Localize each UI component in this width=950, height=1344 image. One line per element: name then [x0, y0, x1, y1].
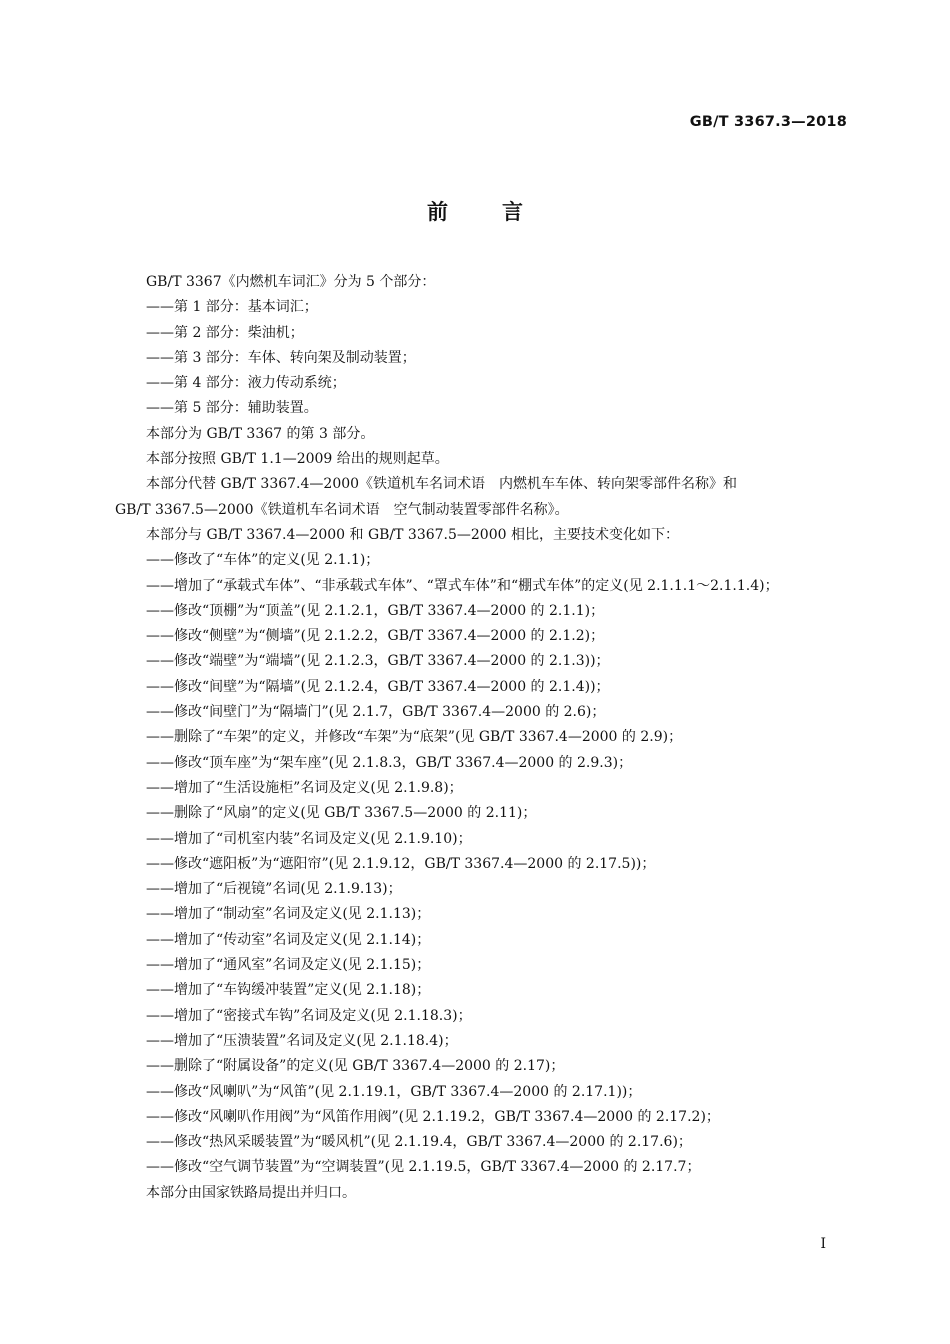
text-line: ——第 1 部分：基本词汇；: [146, 299, 318, 316]
text-line: ——修改“间壁”为“隔墙”(见 2.1.2.4，GB/T 3367.4—2000 的 2.1.4))；: [146, 678, 610, 695]
text-line: 本部分代替 GB/T 3367.4—2000《铁道机车名词术语 内燃机车车体、转向架零部件名称》和: [146, 476, 738, 493]
text-line: ——修改“风喇叭作用阀”为“风笛作用阀”(见 2.1.19.2，GB/T 3367.4—2000 的 2.17.2)；: [146, 1108, 720, 1125]
text-line: ——增加了“传动室”名词及定义(见 2.1.14)；: [146, 931, 431, 948]
text-line: ——增加了“压溃装置”名词及定义(见 2.1.18.4)；: [146, 1032, 458, 1049]
foreword-body: [115, 270, 850, 1206]
text-line: 本部分为 GB/T 3367 的第 3 部分。: [146, 425, 375, 442]
text-line: ——修改“空气调节装置”为“空调装置”(见 2.1.19.5，GB/T 3367.4—2000 的 2.17.7；: [146, 1159, 701, 1176]
text-line: ——删除了“车架”的定义，并修改“车架”为“底架”(见 GB/T 3367.4—2000 的 2.9)；: [146, 729, 683, 746]
text-line: ——修改“端壁”为“端墙”(见 2.1.2.3，GB/T 3367.4—2000 的 2.1.3))；: [146, 653, 610, 670]
text-line: ——增加了“生活设施柜”名词及定义(见 2.1.9.8)；: [146, 779, 463, 796]
text-line: ——修改“间壁门”为“隔墙门”(见 2.1.7，GB/T 3367.4—2000 的 2.6)；: [146, 704, 606, 721]
text-line: ——修改“遮阳板”为“遮阳帘”(见 2.1.9.12，GB/T 3367.4—2000 的 2.17.5))；: [146, 855, 656, 872]
text-line: ——增加了“车钩缓冲装置”定义(见 2.1.18)；: [146, 982, 431, 999]
text-line: 本部分按照 GB/T 1.1—2009 给出的规则起草。: [146, 451, 449, 468]
text-line: GB/T 3367.5—2000《铁道机车名词术语 空气制动装置零部件名称》。: [115, 501, 569, 518]
text-line: ——第 3 部分：车体、转向架及制动装置；: [146, 349, 416, 366]
text-line: ——第 4 部分：液力传动系统；: [146, 375, 346, 392]
text-line: ——增加了“后视镜”名词(见 2.1.9.13)；: [146, 881, 402, 898]
text-line: ——删除了“附属设备”的定义(见 GB/T 3367.4—2000 的 2.17)；: [146, 1058, 565, 1075]
text-line: ——修改“热风采暖装置”为“暖风机”(见 2.1.19.4，GB/T 3367.4—2000 的 2.17.6)；: [146, 1134, 692, 1151]
text-line: ——第 5 部分：辅助装置。: [146, 400, 318, 417]
text-line: ——修改“风喇叭”为“风笛”(见 2.1.19.1，GB/T 3367.4—2000 的 2.17.1))；: [146, 1083, 642, 1100]
text-line: ——增加了“司机室内装”名词及定义(见 2.1.9.10)；: [146, 830, 472, 847]
text-line: ——增加了“密接式车钩”名词及定义(见 2.1.18.3)；: [146, 1007, 472, 1024]
text-line: ——修改“顶棚”为“顶盖”(见 2.1.2.1，GB/T 3367.4—2000 的 2.1.1)；: [146, 602, 605, 619]
text-line: ——增加了“制动室”名词及定义(见 2.1.13)；: [146, 906, 431, 923]
text-line: 本部分与 GB/T 3367.4—2000 和 GB/T 3367.5—2000 相比，主要技术变化如下：: [146, 526, 679, 543]
page-number: I: [820, 1236, 826, 1252]
standard-code: GB/T 3367.3—2018: [689, 114, 847, 130]
page-title: 前言: [427, 200, 577, 224]
text-line: ——第 2 部分：柴油机；: [146, 324, 304, 341]
text-line: ——删除了“风扇”的定义(见 GB/T 3367.5—2000 的 2.11)；: [146, 805, 537, 822]
text-line: ——修改“侧壁”为“侧墙”(见 2.1.2.2，GB/T 3367.4—2000 的 2.1.2)；: [146, 628, 605, 645]
text-line: ——增加了“通风室”名词及定义(见 2.1.15)；: [146, 957, 431, 974]
text-line: ——修改了“车体”的定义(见 2.1.1)；: [146, 552, 380, 569]
text-line: ——增加了“承载式车体”、“非承载式车体”、“罩式车体”和“棚式车体”的定义(见 2.1.1.1～2.1.1.4)；: [146, 577, 779, 594]
text-line: GB/T 3367《内燃机车词汇》分为 5 个部分：: [146, 274, 436, 290]
text-line: ——修改“顶车座”为“架车座”(见 2.1.8.3，GB/T 3367.4—2000 的 2.9.3)；: [146, 754, 633, 771]
text-line: 本部分由国家铁路局提出并归口。: [146, 1184, 356, 1201]
